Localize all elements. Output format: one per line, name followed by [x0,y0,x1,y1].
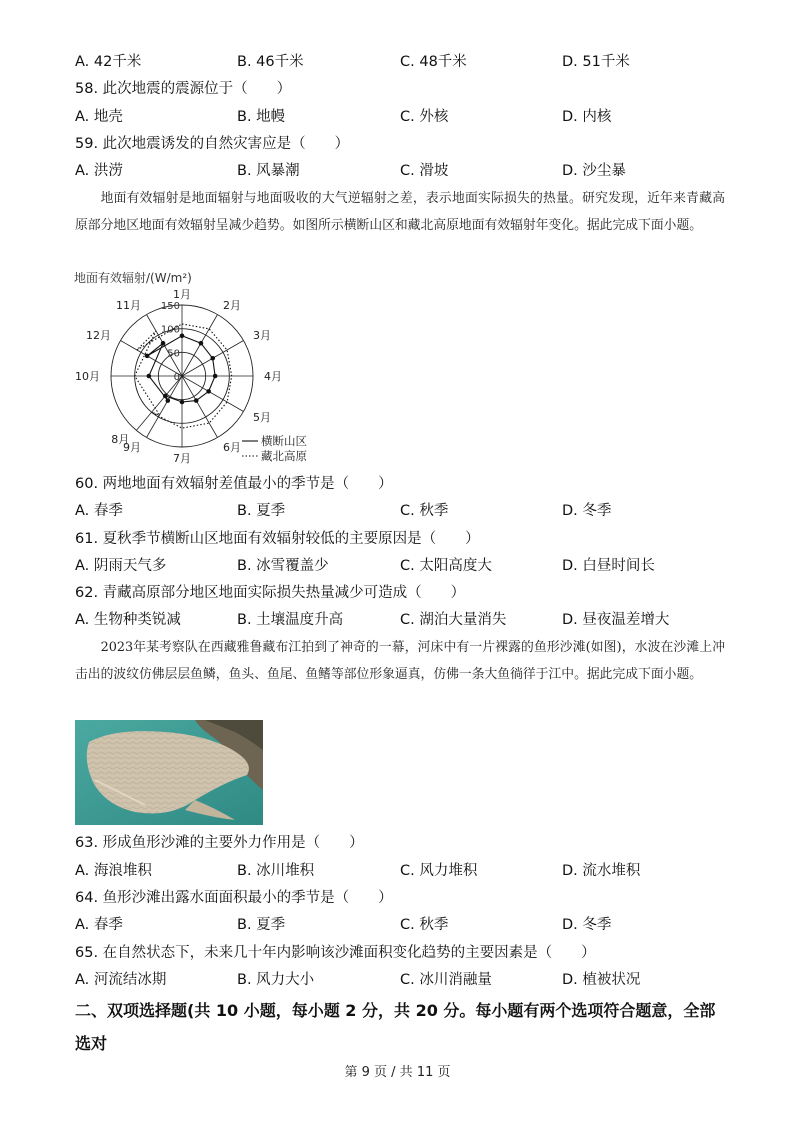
chart-month-label-7: 7月 [173,452,191,465]
chart-ring-label-0: 0 [173,372,180,383]
chart-ring-label-100: 100 [160,324,180,336]
passage-fish-beach [75,634,725,688]
chart-month-label-2: 2月 [223,298,241,312]
q63-option-d: D. 流水堆积 [562,863,641,879]
q61-options [75,556,725,576]
chart-month-label-10: 10月 [75,370,100,383]
q65-option-a: A. 河流结冰期 [75,972,167,988]
chart-point-1-7 [180,400,185,405]
chart-month-label-4: 4月 [264,370,282,383]
q59-stem: 59. 此次地震诱发的自然灾害应是（ ） [75,136,350,152]
chart-month-label-9: 9月 [123,441,141,455]
q64-options [75,915,725,935]
q57-option-c: C. 48千米 [400,54,467,70]
q61-option-c: C. 太阳高度大 [400,558,492,574]
q63-option-b: B. 冰川堆积 [237,863,315,879]
q62-option-d: D. 昼夜温差增大 [562,612,670,628]
chart-month-label-1: 1月 [173,288,191,301]
chart-month-label-6: 6月 [223,441,241,455]
chart-month-label-8: 8月 [111,432,130,446]
chart-month-label-12: 12月 [85,329,111,342]
q58-option-d: D. 内核 [562,109,612,125]
q60-stem: 60. 两地地面有效辐射差值最小的季节是（ ） [75,476,393,492]
passage-fish-beach-text: 2023年某考察队在西藏雅鲁藏布江拍到了神奇的一幕，河床中有一片裸露的鱼形沙滩(如图)，水波在沙滩上冲击出的波纹仿佛层层鱼鳞，鱼头、鱼尾、鱼鳍等部位形象逼真，仿佛一条大鱼徜徉于江中。据此完成下面小题。 [75,640,725,682]
q63-options [75,861,725,881]
q64-option-c: C. 秋季 [400,917,449,933]
q60-options [75,501,725,521]
q58-options [75,107,725,127]
q62-stem: 62. 青藏高原部分地区地面实际损失热量减少可造成（ ） [75,585,466,601]
chart-point-1-10 [147,374,152,379]
q59-options [75,161,725,181]
q63-option-a: A. 海浪堆积 [75,863,152,879]
chart-spoke-6 [182,376,218,437]
q63-option-c: C. 风力堆积 [400,863,478,879]
radar-chart [70,268,340,468]
q64-stem: 64. 鱼形沙滩出露水面面积最小的季节是（ ） [75,890,393,906]
chart-month-label-3: 3月 [253,329,272,342]
q58-stem: 58. 此次地震的震源位于（ ） [75,81,292,97]
q59-option-b: B. 风暴潮 [237,163,300,179]
chart-point-1-11 [161,341,166,346]
q58-option-c: C. 外核 [400,109,449,125]
chart-point-1-1 [180,333,185,338]
q60-option-b: B. 夏季 [237,503,286,519]
q62-option-a: A. 生物种类锐减 [75,612,181,628]
q64-option-a: A. 春季 [75,917,123,933]
chart-spoke-2 [182,315,218,376]
q62-option-c: C. 湖泊大量消失 [400,612,507,628]
q65-option-b: B. 风力大小 [237,972,315,988]
page-footer: 第 9 页 / 共 11 页 [344,1065,451,1080]
q57-option-a: A. 42千米 [75,54,142,70]
q61-option-b: B. 冰雪覆盖少 [237,558,329,574]
q61-option-d: D. 白昼时间长 [562,558,655,574]
chart-month-label-5: 5月 [253,411,272,424]
q63-stem: 63. 形成鱼形沙滩的主要外力作用是（ ） [75,835,364,851]
q61-option-a: A. 阴雨天气多 [75,558,167,574]
q59-option-c: C. 滑坡 [400,163,449,179]
chart-point-1-6 [194,398,199,403]
chart-legend [242,434,307,463]
q58-option-a: A. 地壳 [75,109,123,125]
q60-option-c: C. 秋季 [400,503,449,519]
chart-point-1-4 [213,374,218,379]
chart-point-1-8 [163,394,168,399]
chart-point-1-2 [199,341,204,346]
q62-options [75,610,725,630]
q57-option-d: D. 51千米 [562,54,630,70]
chart-title: 地面有效辐射/(W/m²) [74,271,192,285]
q60-option-a: A. 春季 [75,503,123,519]
q59-option-a: A. 洪涝 [75,163,123,179]
chart-month-label-11: 11月 [116,298,141,312]
q65-stem: 65. 在自然状态下，未来几十年内影响该沙滩面积变化趋势的主要因素是（ ） [75,945,596,961]
q65-options [75,970,725,990]
chart-point-1-5 [206,389,211,394]
q61-stem: 61. 夏秋季节横断山区地面有效辐射较低的主要原因是（ ） [75,531,480,547]
q64-option-b: B. 夏季 [237,917,286,933]
chart-ring-label-50: 50 [167,348,180,360]
q58-option-b: B. 地幔 [237,109,286,125]
chart-point-1-12 [145,354,150,359]
fish-beach-photo [75,720,263,825]
legend-label-1: 横断山区 [261,434,307,448]
chart-point-1-9 [166,398,171,403]
passage-radiation [75,185,725,239]
q57-option-b: B. 46千米 [237,54,304,70]
q64-option-d: D. 冬季 [562,917,612,933]
q62-option-b: B. 土壤温度升高 [237,612,344,628]
q60-option-d: D. 冬季 [562,503,612,519]
chart-ring-label-150: 150 [160,301,180,312]
q57-options [75,52,725,72]
q59-option-d: D. 沙尘暴 [562,163,626,179]
passage-radiation-text: 地面有效辐射是地面辐射与地面吸收的大气逆辐射之差，表示地面实际损失的热量。研究发现，近年来青藏高原部分地区地面有效辐射呈减少趋势。如图所示横断山区和藏北高原地面有效辐射年变化。据此完成下面小题。 [75,191,725,233]
q65-option-d: D. 植被状况 [562,972,641,988]
chart-point-1-3 [210,356,215,361]
q65-option-c: C. 冰川消融量 [400,972,492,988]
section-2-heading: 二、双项选择题(共 10 小题，每小题 2 分，共 20 分。每小题有两个选项符合题意，全部选对 [75,1001,716,1053]
legend-label-2: 藏北高原 [261,449,307,463]
chart-spoke-9 [147,376,183,437]
